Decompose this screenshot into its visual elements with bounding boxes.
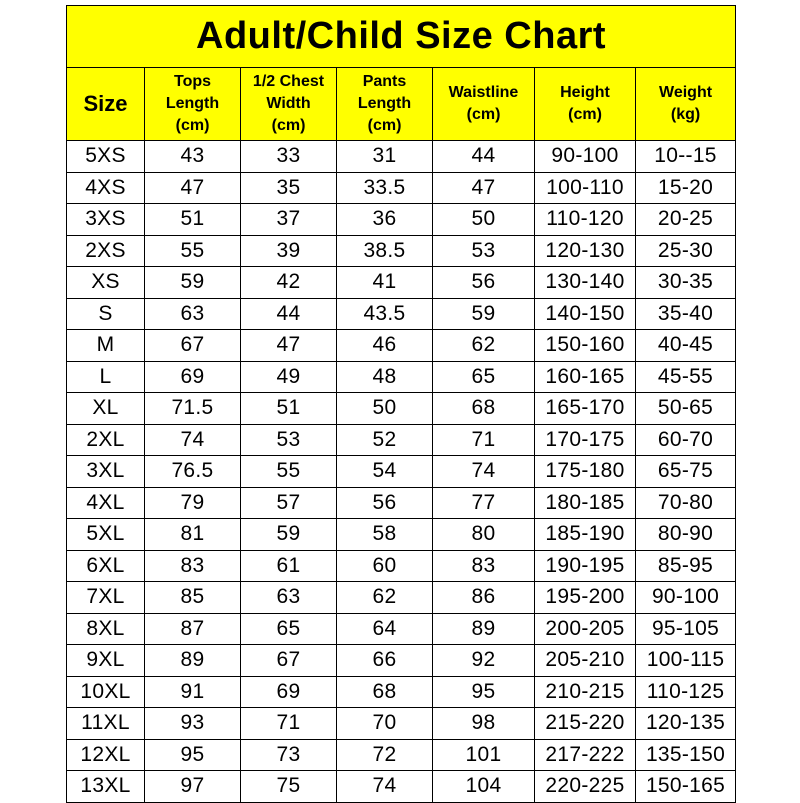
cell-pants-length: 56 [337,487,433,519]
cell-size: 8XL [67,613,145,645]
cell-chest-width: 75 [241,771,337,803]
cell-tops-length: 59 [145,267,241,299]
cell-pants-length: 41 [337,267,433,299]
cell-chest-width: 67 [241,645,337,677]
header-height-line: Height [560,84,610,101]
cell-size: 10XL [67,676,145,708]
cell-waistline: 104 [433,771,535,803]
table-row [67,235,736,267]
cell-pants-length: 31 [337,141,433,173]
cell-chest-width: 59 [241,519,337,551]
table-row [67,676,736,708]
cell-weight: 70-80 [636,487,736,519]
cell-waistline: 92 [433,645,535,677]
cell-size: 3XL [67,456,145,488]
cell-tops-length: 91 [145,676,241,708]
cell-pants-length: 62 [337,582,433,614]
cell-tops-length: 55 [145,235,241,267]
cell-size: 4XL [67,487,145,519]
table-row [67,550,736,582]
header-chest-width-line: 1/2 Chest [252,73,325,90]
cell-height: 150-160 [535,330,636,362]
cell-waistline: 95 [433,676,535,708]
cell-height: 220-225 [535,771,636,803]
cell-waistline: 74 [433,456,535,488]
cell-tops-length: 71.5 [145,393,241,425]
cell-chest-width: 53 [241,424,337,456]
cell-height: 185-190 [535,519,636,551]
cell-chest-width: 73 [241,739,337,771]
cell-size: 11XL [67,708,145,740]
cell-weight: 80-90 [636,519,736,551]
cell-weight: 35-40 [636,298,736,330]
cell-height: 100-110 [535,172,636,204]
cell-waistline: 89 [433,613,535,645]
table-row [67,298,736,330]
cell-size: 2XL [67,424,145,456]
cell-weight: 10--15 [636,141,736,173]
header-tops-length-line: (cm) [175,117,210,134]
cell-weight: 85-95 [636,550,736,582]
cell-weight: 60-70 [636,424,736,456]
cell-pants-length: 36 [337,204,433,236]
cell-waistline: 101 [433,739,535,771]
cell-weight: 65-75 [636,456,736,488]
cell-size: 4XS [67,172,145,204]
cell-size: 5XS [67,141,145,173]
table-row [67,739,736,771]
cell-waistline: 68 [433,393,535,425]
cell-pants-length: 43.5 [337,298,433,330]
cell-height: 175-180 [535,456,636,488]
header-chest-width [241,68,337,141]
cell-weight: 110-125 [636,676,736,708]
cell-size: XS [67,267,145,299]
cell-waistline: 44 [433,141,535,173]
header-size-line: Size [83,91,128,116]
table-row [67,519,736,551]
cell-waistline: 80 [433,519,535,551]
cell-tops-length: 89 [145,645,241,677]
header-chest-width-line: Width [266,95,311,112]
table-row [67,771,736,803]
chart-title: Adult/Child Size Chart [67,6,736,68]
cell-chest-width: 63 [241,582,337,614]
cell-waistline: 77 [433,487,535,519]
header-tops-length [145,68,241,141]
cell-tops-length: 43 [145,141,241,173]
table-row [67,456,736,488]
cell-weight: 150-165 [636,771,736,803]
cell-height: 165-170 [535,393,636,425]
cell-weight: 95-105 [636,613,736,645]
size-chart [66,5,735,803]
cell-pants-length: 70 [337,708,433,740]
cell-height: 217-222 [535,739,636,771]
cell-chest-width: 37 [241,204,337,236]
header-tops-length-line: Length [165,95,220,112]
cell-pants-length: 54 [337,456,433,488]
cell-weight: 135-150 [636,739,736,771]
cell-waistline: 62 [433,330,535,362]
cell-weight: 120-135 [636,708,736,740]
header-pants-length-line: (cm) [367,117,402,134]
header-pants-length-line: Length [357,95,412,112]
cell-waistline: 98 [433,708,535,740]
cell-height: 210-215 [535,676,636,708]
cell-waistline: 86 [433,582,535,614]
cell-height: 190-195 [535,550,636,582]
header-pants-length-line: Pants [362,73,407,90]
cell-chest-width: 49 [241,361,337,393]
cell-size: 3XS [67,204,145,236]
cell-tops-length: 87 [145,613,241,645]
cell-height: 90-100 [535,141,636,173]
cell-height: 130-140 [535,267,636,299]
cell-weight: 100-115 [636,645,736,677]
cell-size: 6XL [67,550,145,582]
header-chest-width-line: (cm) [271,117,306,134]
cell-tops-length: 47 [145,172,241,204]
cell-chest-width: 44 [241,298,337,330]
table-row [67,267,736,299]
cell-tops-length: 76.5 [145,456,241,488]
cell-weight: 40-45 [636,330,736,362]
cell-tops-length: 51 [145,204,241,236]
header-weight [636,68,736,141]
table-row [67,204,736,236]
cell-tops-length: 83 [145,550,241,582]
cell-height: 170-175 [535,424,636,456]
cell-chest-width: 65 [241,613,337,645]
cell-size: 7XL [67,582,145,614]
cell-pants-length: 52 [337,424,433,456]
cell-tops-length: 67 [145,330,241,362]
cell-height: 160-165 [535,361,636,393]
cell-pants-length: 46 [337,330,433,362]
header-waistline-line: (cm) [466,106,501,123]
cell-size: 12XL [67,739,145,771]
header-pants-length [337,68,433,141]
cell-chest-width: 69 [241,676,337,708]
cell-chest-width: 55 [241,456,337,488]
cell-height: 205-210 [535,645,636,677]
table-row [67,582,736,614]
cell-height: 110-120 [535,204,636,236]
cell-size: 2XS [67,235,145,267]
cell-pants-length: 50 [337,393,433,425]
cell-weight: 20-25 [636,204,736,236]
cell-size: M [67,330,145,362]
table-row [67,613,736,645]
cell-pants-length: 66 [337,645,433,677]
cell-pants-length: 38.5 [337,235,433,267]
cell-pants-length: 64 [337,613,433,645]
cell-pants-length: 33.5 [337,172,433,204]
cell-weight: 30-35 [636,267,736,299]
cell-size: XL [67,393,145,425]
cell-tops-length: 79 [145,487,241,519]
table-row [67,708,736,740]
header-row [67,68,736,141]
cell-chest-width: 71 [241,708,337,740]
cell-pants-length: 74 [337,771,433,803]
header-waistline-line: Waistline [448,84,519,101]
cell-chest-width: 35 [241,172,337,204]
header-weight-line: Weight [659,84,713,101]
header-height [535,68,636,141]
cell-size: 9XL [67,645,145,677]
size-chart-table [66,5,736,803]
cell-weight: 45-55 [636,361,736,393]
cell-height: 200-205 [535,613,636,645]
cell-waistline: 50 [433,204,535,236]
cell-size: 13XL [67,771,145,803]
cell-weight: 90-100 [636,582,736,614]
header-tops-length-line: Tops [173,73,212,90]
cell-tops-length: 93 [145,708,241,740]
cell-waistline: 56 [433,267,535,299]
cell-weight: 25-30 [636,235,736,267]
cell-pants-length: 60 [337,550,433,582]
cell-pants-length: 48 [337,361,433,393]
cell-chest-width: 61 [241,550,337,582]
cell-tops-length: 63 [145,298,241,330]
cell-chest-width: 47 [241,330,337,362]
header-weight-line: (kg) [670,106,701,123]
cell-tops-length: 95 [145,739,241,771]
cell-pants-length: 72 [337,739,433,771]
cell-chest-width: 39 [241,235,337,267]
table-row [67,361,736,393]
header-size [67,68,145,141]
cell-weight: 50-65 [636,393,736,425]
cell-waistline: 47 [433,172,535,204]
cell-height: 140-150 [535,298,636,330]
table-row [67,645,736,677]
cell-chest-width: 42 [241,267,337,299]
cell-size: 5XL [67,519,145,551]
table-row [67,393,736,425]
cell-tops-length: 97 [145,771,241,803]
cell-height: 180-185 [535,487,636,519]
cell-chest-width: 51 [241,393,337,425]
cell-tops-length: 69 [145,361,241,393]
header-waistline [433,68,535,141]
table-row [67,424,736,456]
cell-height: 120-130 [535,235,636,267]
cell-tops-length: 85 [145,582,241,614]
table-row [67,487,736,519]
cell-tops-length: 74 [145,424,241,456]
cell-pants-length: 58 [337,519,433,551]
cell-tops-length: 81 [145,519,241,551]
cell-pants-length: 68 [337,676,433,708]
table-body [67,141,736,803]
cell-waistline: 59 [433,298,535,330]
cell-weight: 15-20 [636,172,736,204]
cell-chest-width: 57 [241,487,337,519]
table-row [67,141,736,173]
cell-waistline: 71 [433,424,535,456]
table-row [67,330,736,362]
cell-size: S [67,298,145,330]
header-height-line: (cm) [568,106,602,123]
cell-size: L [67,361,145,393]
cell-height: 215-220 [535,708,636,740]
cell-chest-width: 33 [241,141,337,173]
table-row [67,172,736,204]
cell-waistline: 53 [433,235,535,267]
cell-height: 195-200 [535,582,636,614]
cell-waistline: 65 [433,361,535,393]
cell-waistline: 83 [433,550,535,582]
